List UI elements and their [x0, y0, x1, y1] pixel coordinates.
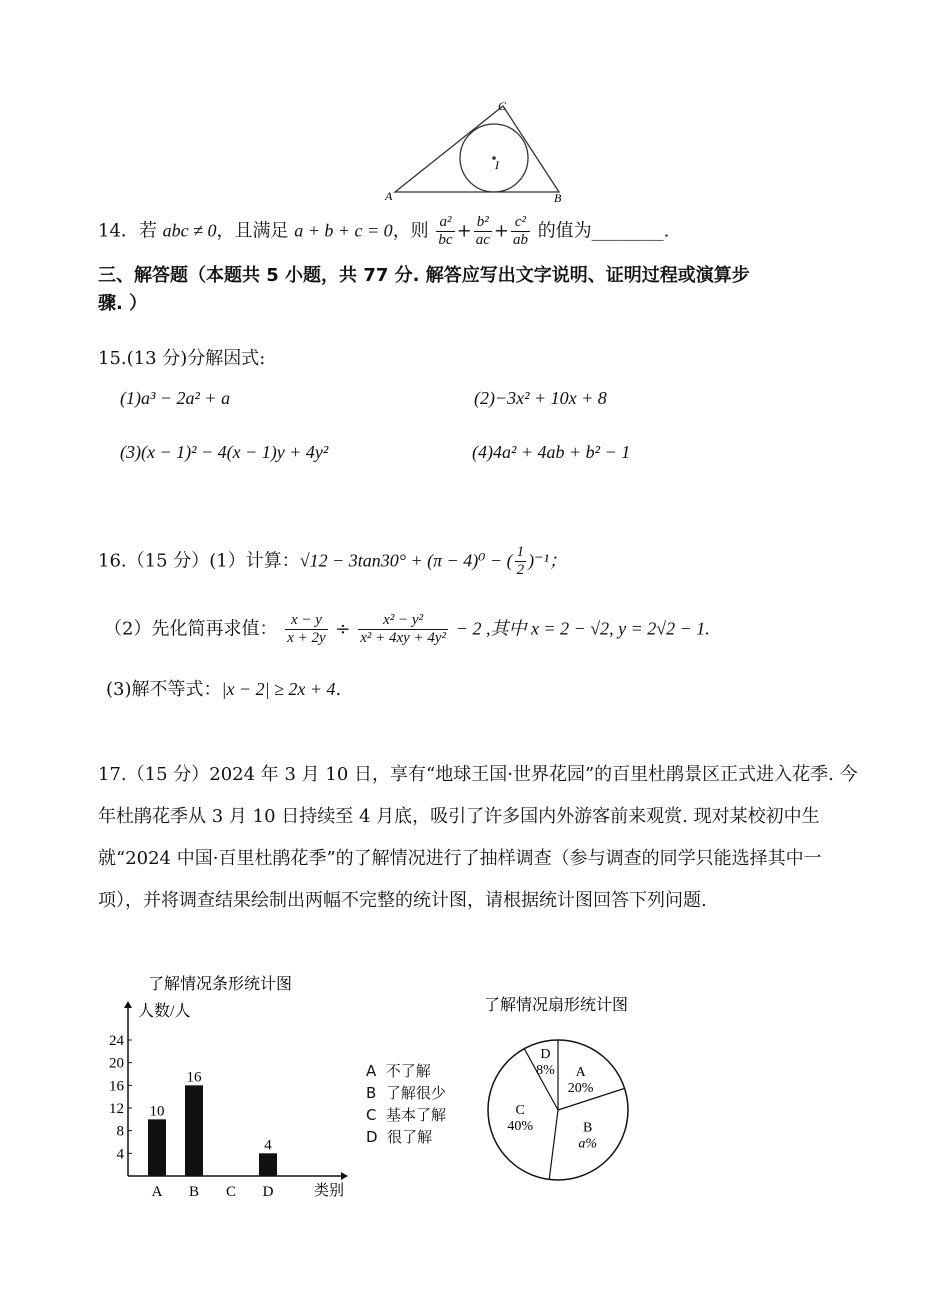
triangle-abc [395, 106, 559, 192]
y-tick-label: 12 [109, 1101, 124, 1117]
bar-chart-xlabel: 类别 [314, 1183, 345, 1199]
q16-p2-div: ÷ [335, 618, 351, 640]
label-i: I [495, 158, 499, 172]
y-axis-arrow-icon [124, 1001, 132, 1008]
pie-slice-label-c: C [515, 1103, 525, 1119]
plus-sign: + [493, 220, 509, 242]
q16-p2-label: （2）先化简再求值： [104, 618, 278, 640]
section-3-heading [98, 262, 878, 318]
bar-chart [96, 968, 366, 1208]
legend-item-d: D 很了解 [366, 1128, 433, 1146]
q15-item-1: (1)a³ − 2a² + a [120, 388, 231, 408]
q15-item-3: (3)(x − 1)² − 4(x − 1)y + 4y² [120, 442, 329, 462]
q14-mid: ，且满足 [216, 220, 289, 242]
bar-data-label: 16 [186, 1069, 202, 1086]
q14-fraction-1: $\frac{\text{a²}}{bc}$ [438, 214, 453, 248]
q16-p3-expr: |x − 2| ≥ 2x + 4 [221, 679, 336, 699]
pie-slice-label-d: D [540, 1047, 551, 1063]
q16-p1-fraction: $\frac{1}{2}$ [516, 544, 525, 578]
q16-p2-fraction-2: $\frac{\text{x² − y²}}{\text{x² + 4xy + 4y²}}$ [360, 612, 447, 646]
pie-chart-title: 了解情况扇形统计图 [484, 997, 629, 1014]
pie-slice-label-b: a% [578, 1136, 598, 1152]
q14-number: 14． [98, 220, 139, 242]
question-15-title: 15.(13 分)分解因式: [98, 348, 266, 369]
x-tick-label: C [225, 1184, 237, 1200]
pie-slice-label-d: 8% [536, 1063, 555, 1079]
section-3-line2: 骤. ） [98, 293, 148, 314]
q14-fraction-2: $\frac{\text{b²}}{ac}$ [475, 214, 490, 248]
label-c: C [498, 99, 507, 113]
pie-slice-label-b: B [582, 1120, 593, 1136]
pie-slice-label-c: 40% [507, 1119, 534, 1135]
y-tick-label: 8 [116, 1123, 124, 1140]
bar-d [259, 1153, 277, 1176]
legend-item-b: B 了解很少 [366, 1084, 446, 1102]
y-tick-label: 16 [109, 1078, 124, 1095]
chart-legend [366, 1060, 446, 1148]
label-a: A [385, 189, 393, 203]
q15-item-4: (4)4a² + 4ab + b² − 1 [472, 442, 631, 462]
x-tick-label: B [188, 1184, 200, 1200]
legend-item-c: C 基本了解 [366, 1106, 447, 1124]
y-tick-label: 4 [116, 1146, 124, 1163]
q16-p1-expr: √12 − 3tan30° + (π − 4)⁰ − ( [299, 550, 513, 571]
q16-p3-label: (3)解不等式： [106, 679, 222, 700]
plus-sign: + [456, 220, 472, 242]
legend-item-a: A 不了解 [366, 1062, 431, 1080]
q14-fraction-3: $\frac{\text{c²}}{ab}$ [512, 214, 528, 248]
x-tick-label: A [151, 1184, 163, 1200]
q15-item-2: (2)−3x² + 10x + 8 [474, 388, 607, 408]
bar-chart-title: 了解情况条形统计图 [148, 976, 293, 993]
label-b: B [554, 191, 562, 205]
bar-a [148, 1119, 166, 1176]
bar-data-label: 10 [149, 1103, 165, 1120]
q16-p3-dot: . [335, 679, 342, 700]
x-axis-arrow-icon [341, 1172, 348, 1180]
bar-chart-ylabel: 人数/人 [138, 1003, 191, 1020]
question-16-part-2 [104, 612, 710, 647]
q14-cond2: a + b + c = 0 [294, 220, 393, 241]
y-tick-label: 24 [109, 1033, 124, 1049]
question-17-text: 17.（15 分）2024 年 3 月 10 日，享有“地球王国·世界花园”的百里杜鹃景区正式进入花季. 今年杜鹃花季从 3 月 10 日持续至 4 月底，吸引了许多国内外游客前来观赏. 现对某校初中生就“2024 中国·百里杜鹃花季”的了解情况进行了抽样调查（参与调查的同学只能选择其中一项），并将调查结果绘制出两幅不完整的统计图，请根据统计图回答下列问题. [98, 764, 858, 911]
question-16-part-1 [98, 544, 567, 579]
section-3-line1: 三、解答题（本题共 5 小题，共 77 分. 解答应写出文字说明、证明过程或演算步 [98, 265, 750, 286]
q14-tail: 的值为________. [537, 220, 670, 242]
q16-p1-tail: )⁻¹； [528, 550, 568, 571]
q16-p2-tail: − 2 ,其中 x = 2 − √2, y = 2√2 − 1. [455, 618, 710, 639]
q16-p2-fraction-1: $\frac{x - y}{x + 2y}$ [287, 612, 326, 646]
q16-p1-label: 16.（15 分）(1）计算： [98, 550, 300, 572]
bar-b [185, 1085, 203, 1176]
question-14 [98, 214, 669, 249]
bar-data-label: 4 [264, 1137, 272, 1154]
question-16-part-3 [106, 676, 341, 703]
pie-slice-border-c [549, 1110, 558, 1179]
q14-cond1: abc ≠ 0 [162, 220, 217, 241]
y-tick-label: 20 [109, 1055, 124, 1072]
q14-lead: 若 [138, 220, 157, 242]
pie-chart [478, 990, 678, 1190]
q14-then: ，则 [392, 220, 429, 242]
incircle-triangle-figure [380, 96, 580, 206]
pie-slice-label-a: A [575, 1064, 586, 1080]
pie-slice-label-a: 20% [567, 1080, 594, 1096]
x-tick-label: D [262, 1184, 274, 1200]
